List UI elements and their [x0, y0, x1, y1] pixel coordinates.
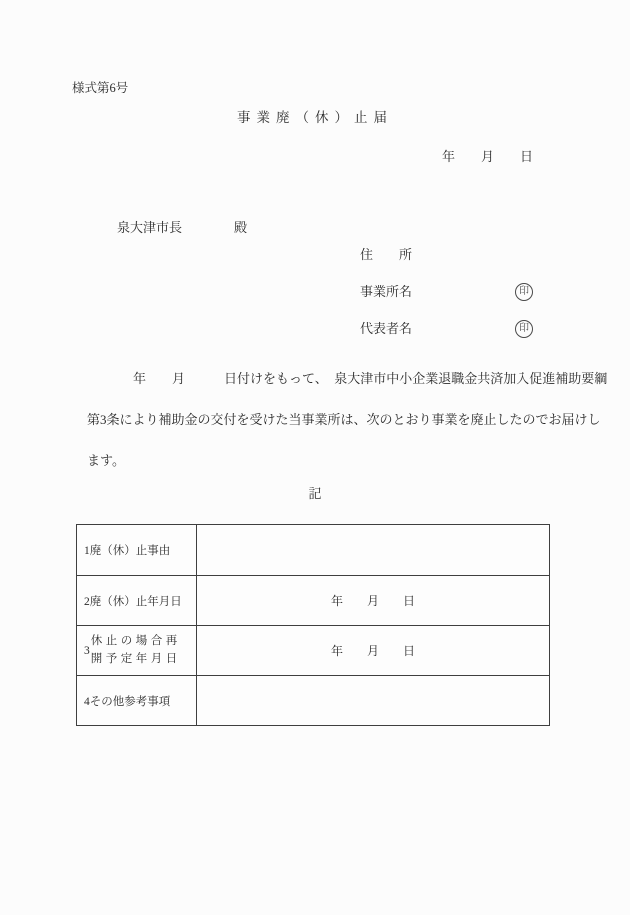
row-label-cell [77, 576, 197, 626]
row-label-cell [77, 525, 197, 576]
body-text-line-3: ます。 [87, 453, 125, 468]
row-label-cell [77, 626, 197, 676]
body-text-line-1: 年 月 日付けをもって、 泉大津市中小企業退職金共済加入促進補助要綱 [133, 371, 608, 386]
body-text-line-2: 第3条により補助金の交付を受けた当事業所は、次のとおり事業を廃止したのでお届けし [87, 412, 601, 427]
addressee-name: 泉大津市長 [117, 220, 183, 236]
table-row [77, 525, 550, 576]
row-label-cell [77, 676, 197, 726]
row-label: 廃（休）止年月日 [89, 595, 182, 608]
table-row [77, 576, 550, 626]
row-value-cell [197, 676, 550, 726]
business-name-label: 事業所名 [360, 284, 413, 299]
seal-icon: 印 [515, 320, 533, 338]
addressee-honorific: 殿 [234, 220, 248, 236]
row-number: 3 [84, 644, 90, 657]
submission-date-line: 年 月 日 [441, 149, 533, 164]
form-number: 様式第6号 [72, 81, 129, 95]
row-value-cell [197, 525, 550, 576]
row-value-cell: 年 月 日 [197, 576, 550, 626]
document-title: 事業廃（休）止届 [237, 110, 393, 125]
representative-name-label: 代表者名 [360, 321, 413, 336]
address-label: 住 所 [360, 247, 413, 262]
row-label: 休止の場合再 開予定年月日 [90, 634, 181, 665]
table-row [77, 626, 550, 676]
row-value-cell: 年 月 日 [197, 626, 550, 676]
ki-section-heading: 記 [308, 486, 322, 501]
seal-icon: 印 [515, 283, 533, 301]
closure-details-table [76, 524, 550, 726]
row-number: 4 [84, 695, 90, 708]
row-label: その他参考事項 [89, 695, 171, 708]
row-number: 1 [84, 545, 90, 557]
addressee-line [104, 204, 247, 253]
row-label: 廃（休）止事由 [89, 545, 171, 557]
table-row [77, 676, 550, 726]
row-number: 2 [84, 595, 90, 608]
